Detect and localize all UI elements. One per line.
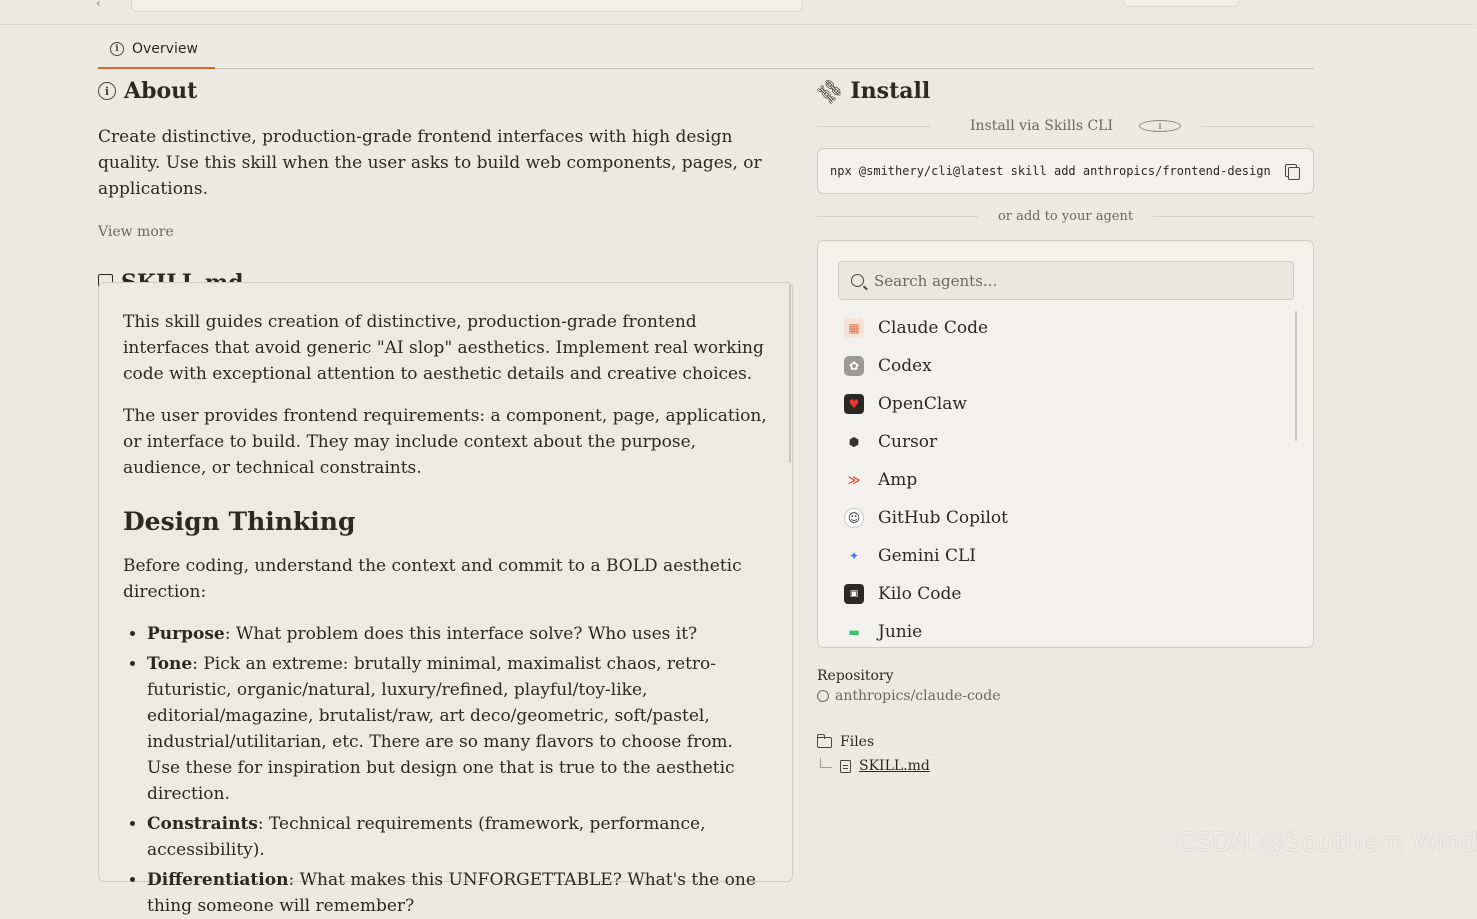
file-link[interactable]: SKILL.md xyxy=(859,758,930,774)
skill-content-panel[interactable] xyxy=(98,282,793,916)
top-bar xyxy=(0,0,1474,25)
folder-icon xyxy=(817,737,832,748)
tab-bar xyxy=(98,30,1314,69)
main-column xyxy=(98,78,793,296)
install-column xyxy=(812,73,1314,774)
agent-list xyxy=(838,309,1294,642)
tree-line xyxy=(820,758,832,768)
about-title: About xyxy=(124,78,198,104)
tab-overview[interactable] xyxy=(98,30,215,69)
document-icon xyxy=(840,760,851,773)
repository-label: Repository xyxy=(817,668,894,684)
agent-cursor[interactable]: ⬢ Cursor xyxy=(838,423,1294,461)
list-item: • Purpose: What problem does this interface solve? Who uses it? xyxy=(147,621,768,647)
agent-github-copilot[interactable]: ☺ GitHub Copilot xyxy=(838,499,1294,537)
agents-panel xyxy=(817,240,1314,648)
agent-openclaw[interactable]: ♥ OpenClaw xyxy=(838,385,1294,423)
or-add-label: or add to your agent xyxy=(997,208,1134,224)
tab-overview-label: Overview xyxy=(132,40,198,57)
back-chevron-icon[interactable]: ‹ xyxy=(96,0,101,10)
skill-scrollbar[interactable] xyxy=(789,285,791,463)
search-icon xyxy=(851,274,864,287)
link-icon: ⛓ xyxy=(812,73,848,109)
skill-paragraph: This skill guides creation of distinctive, production-grade frontend interfaces that avoid generic "AI slop" aesthetics. Implement real working code with exceptional attention to aesthetic details and creative choices. xyxy=(123,312,764,384)
agent-junie[interactable]: ▬ Junie xyxy=(838,613,1294,651)
openclaw-icon: ♥ xyxy=(844,394,864,414)
info-icon: i xyxy=(98,82,116,100)
claude-icon: ▦ xyxy=(844,318,864,338)
global-search-input[interactable] xyxy=(131,0,803,12)
about-heading xyxy=(98,78,793,104)
file-tree-item[interactable] xyxy=(817,758,1314,774)
kilo-icon: ▣ xyxy=(844,584,864,604)
list-item: • Constraints: Technical requirements (framework, performance, accessibility). xyxy=(147,811,768,863)
agent-divider xyxy=(817,206,1314,226)
about-description: Create distinctive, production-grade frontend interfaces with high design quality. Use this skill when the user asks to build web components, pages, or applications. xyxy=(98,127,762,199)
files-section xyxy=(817,734,1314,774)
cli-command-box xyxy=(817,148,1314,194)
agent-search-input[interactable] xyxy=(874,272,1293,290)
codex-icon: ✿ xyxy=(844,356,864,376)
skill-paragraph: Before coding, understand the context and commit to a BOLD aesthetic direction: xyxy=(123,556,742,602)
cli-divider xyxy=(817,116,1314,136)
list-item: • Differentiation: What makes this UNFORGETTABLE? What's the one thing someone will remember? xyxy=(147,867,768,919)
amp-icon: ≫ xyxy=(844,470,864,490)
list-item: • Tone: Pick an extreme: brutally minimal, maximalist chaos, retro-futuristic, organic/natural, luxury/refined, playful/toy-like, editorial/magazine, brutalist/raw, art deco/geometric, soft/pastel, industrial/utilitarian, etc. There are so many flavors to choose from. Use these for inspiration but design one that is true to the aesthetic direction. xyxy=(147,651,768,807)
info-icon: i xyxy=(110,42,124,56)
agent-codex[interactable]: ✿ Codex xyxy=(838,347,1294,385)
repository-link[interactable] xyxy=(817,688,1314,704)
files-label: Files xyxy=(840,734,875,750)
watermark: CSDN @Southern Wind xyxy=(1177,828,1477,858)
repository-name: anthropics/claude-code xyxy=(835,688,1001,704)
github-icon xyxy=(817,690,829,702)
cli-command[interactable]: npx @smithery/cli@latest skill add anthropics/frontend-design xyxy=(830,164,1271,178)
skill-bullet-list xyxy=(123,621,768,919)
install-heading xyxy=(812,73,1314,109)
skill-paragraph: The user provides frontend requirements: a component, page, application, or interface to build. They may include context about the purpose, audience, or technical constraints. xyxy=(123,406,767,478)
agent-claude-code[interactable]: ▦ Claude Code xyxy=(838,309,1294,347)
skill-section-heading: Design Thinking xyxy=(123,507,356,536)
agent-gemini-cli[interactable]: ✦ Gemini CLI xyxy=(838,537,1294,575)
repository-section xyxy=(817,668,1314,704)
copilot-icon: ☺ xyxy=(844,508,864,528)
files-heading xyxy=(817,734,1314,750)
agent-list-scrollbar[interactable] xyxy=(1295,311,1297,441)
cli-label: Install via Skills CLI xyxy=(970,118,1113,134)
view-more-link[interactable]: View more xyxy=(98,224,174,240)
gemini-icon: ✦ xyxy=(844,546,864,566)
junie-icon: ▬ xyxy=(844,622,864,642)
agent-kilo-code[interactable]: ▣ Kilo Code xyxy=(838,575,1294,613)
install-title: Install xyxy=(850,78,931,104)
agent-amp[interactable]: ≫ Amp xyxy=(838,461,1294,499)
copy-icon[interactable] xyxy=(1283,162,1301,180)
header-button[interactable] xyxy=(1123,0,1239,7)
cursor-icon: ⬢ xyxy=(844,432,864,452)
info-icon[interactable]: i xyxy=(1139,120,1181,132)
agent-search-field[interactable] xyxy=(838,261,1294,300)
